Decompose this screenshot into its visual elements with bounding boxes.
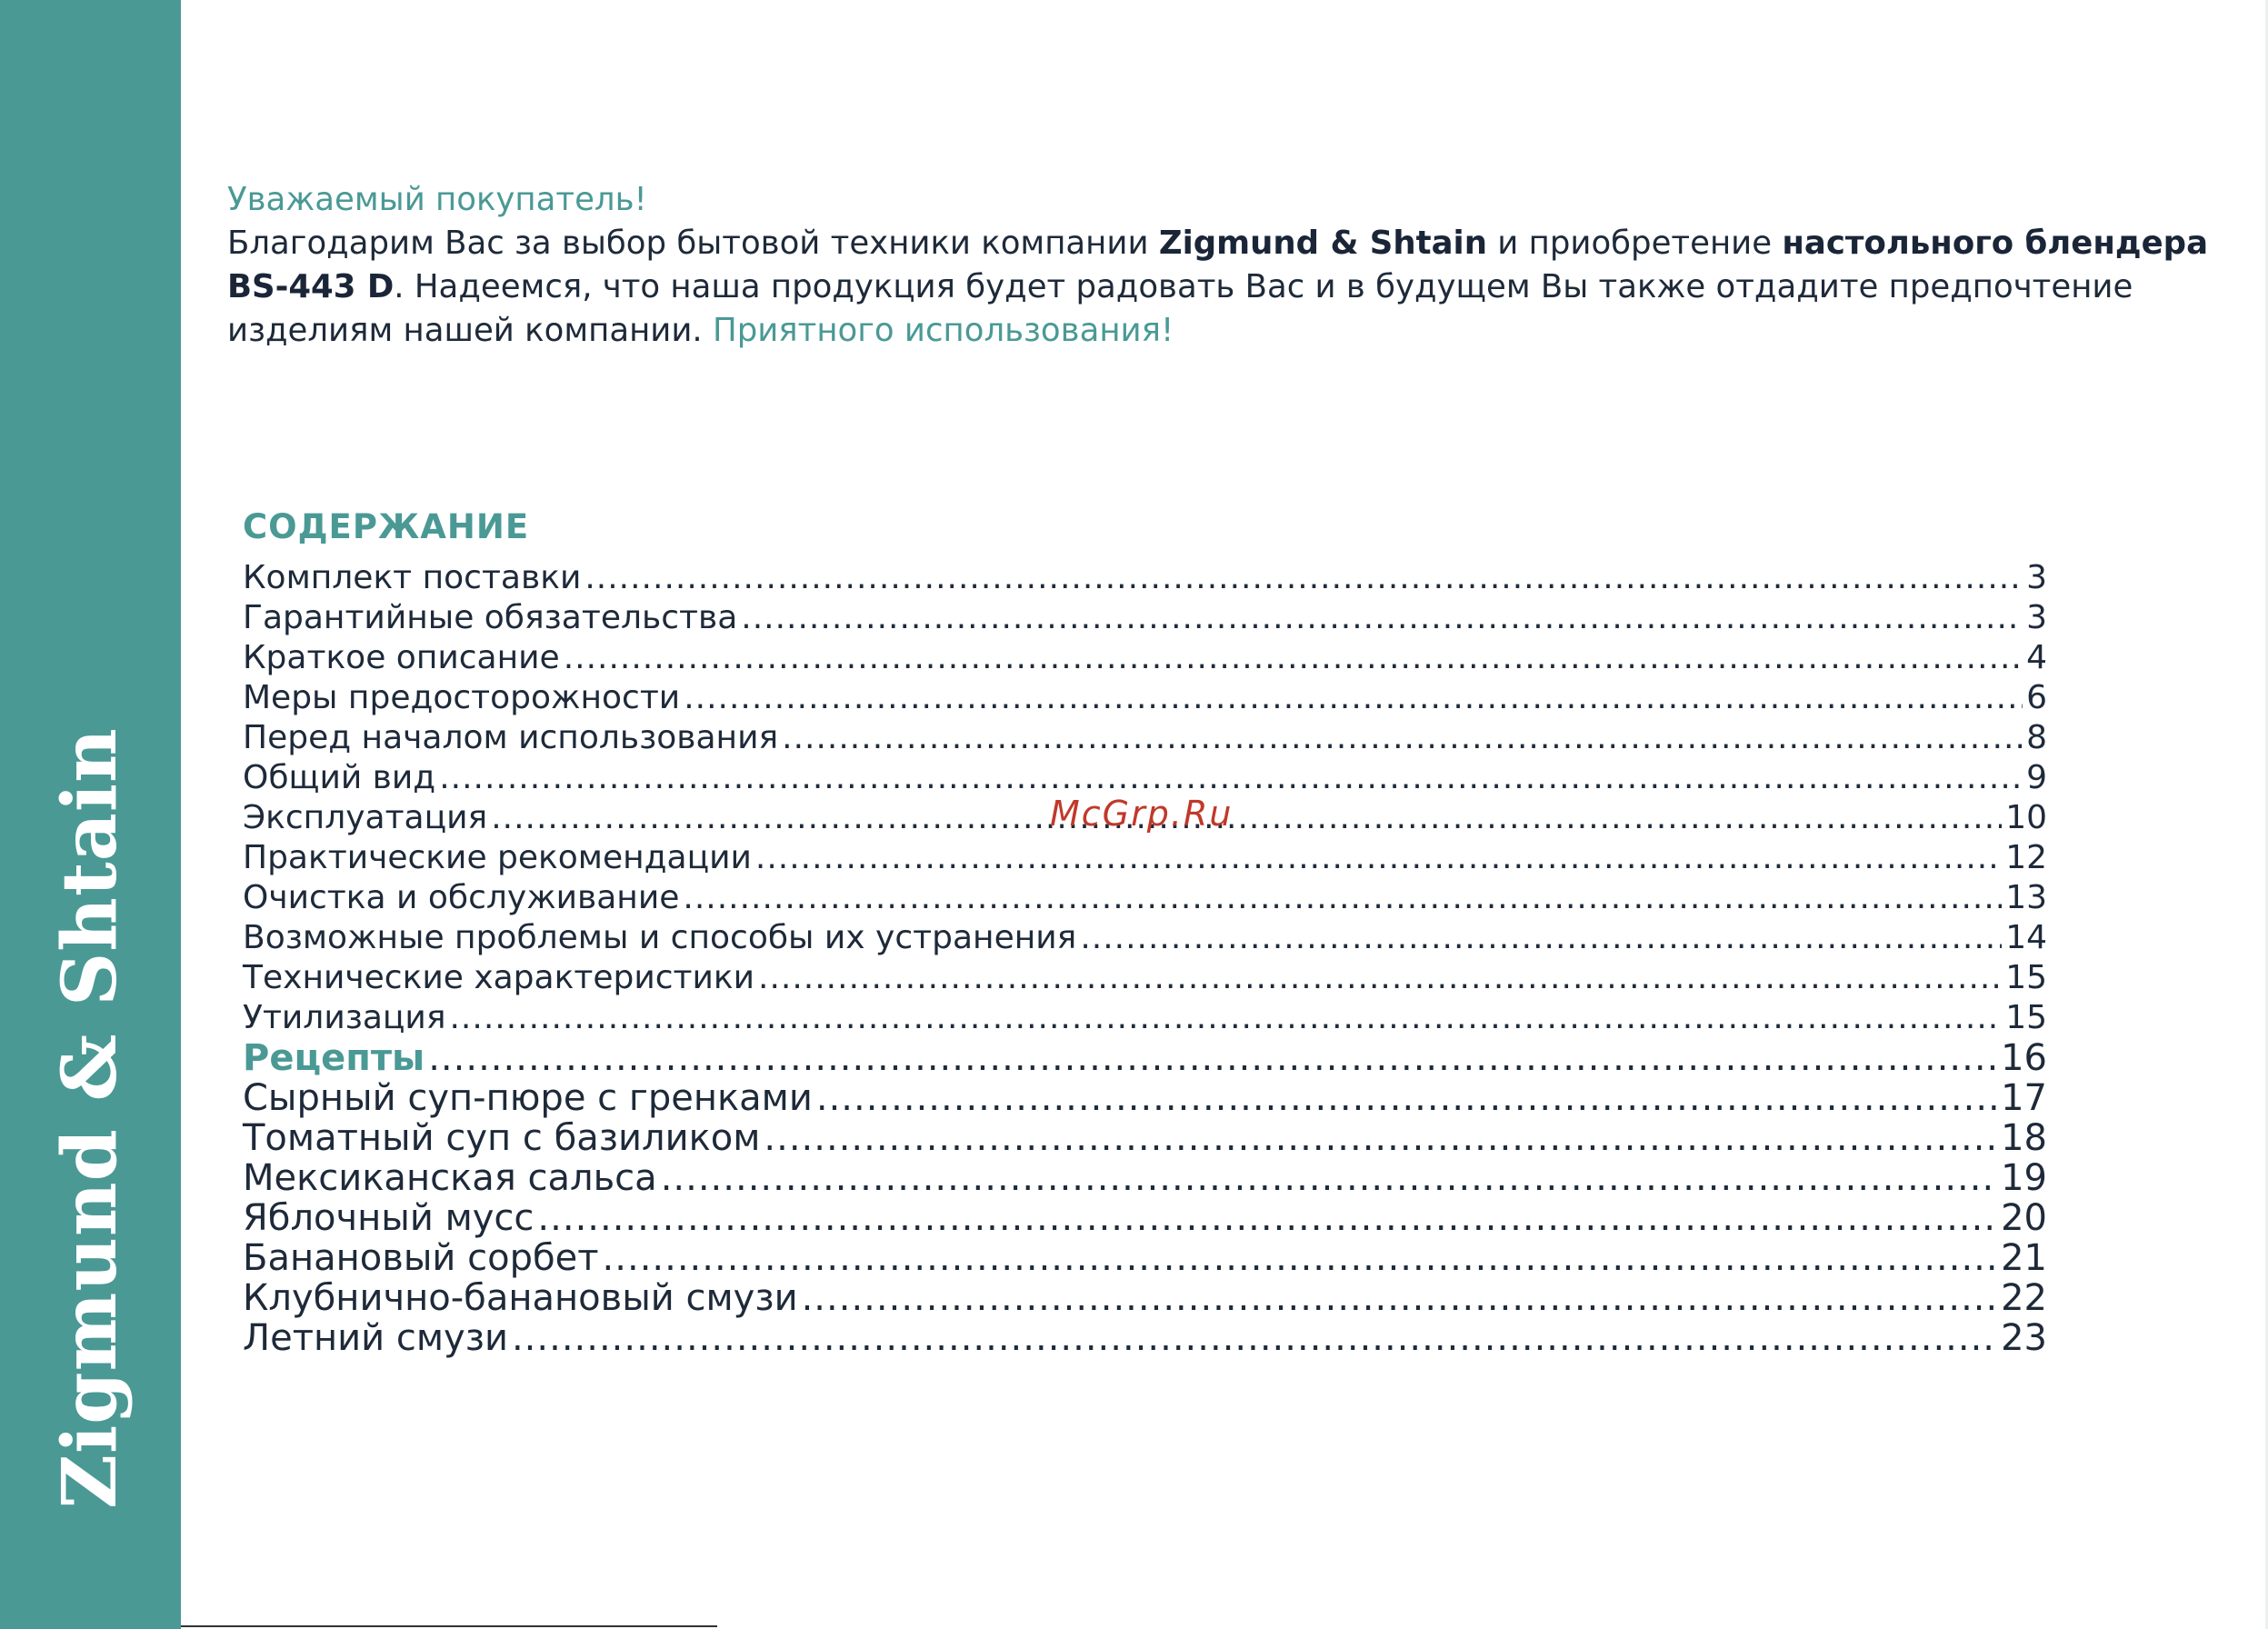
intro-text-3: . Надеемся, что наша продукция будет радовать Вас и в будущем Вы также отдадите предпочтение изделиям нашей компании. <box>227 268 2133 349</box>
toc-item-label: Комплект поставки <box>243 559 582 596</box>
toc-item-label: Технические характеристики <box>243 959 755 996</box>
toc-item-label: Клубнично-банановый смузи <box>243 1277 798 1319</box>
brand-logo: Zigmund & Shtain <box>46 727 134 1509</box>
toc-item-label: Мексиканская сальса <box>243 1157 657 1199</box>
intro-text-2: и приобретение <box>1486 225 1783 262</box>
toc-item-label: Сырный суп-пюре с гренками <box>243 1077 813 1119</box>
toc-dot-leader <box>584 558 2023 598</box>
toc-item-page: 3 <box>2026 599 2047 636</box>
toc-item[interactable] <box>243 638 2047 678</box>
toc-item-page: 20 <box>2001 1197 2047 1239</box>
toc-item-page: 15 <box>2005 999 2047 1036</box>
toc-item-page: 21 <box>2001 1237 2047 1279</box>
toc-item-page: 23 <box>2001 1317 2047 1359</box>
toc-item-page: 9 <box>2026 759 2047 796</box>
toc-dot-leader <box>683 878 2002 918</box>
toc-item-label: Яблочный мусс <box>243 1197 535 1239</box>
brand-name: Zigmund & Shtain <box>1158 225 1487 262</box>
toc-dot-leader <box>603 1238 1998 1278</box>
toc-item-label: Перед началом использования <box>243 719 779 756</box>
toc-item-page: 18 <box>2001 1117 2047 1159</box>
toc-recipe-item[interactable] <box>243 1158 2047 1198</box>
toc-item[interactable] <box>243 878 2047 918</box>
toc-dot-leader <box>439 758 2023 798</box>
toc-item-page: 10 <box>2005 799 2047 836</box>
toc-item-page: 13 <box>2005 879 2047 916</box>
bottom-rule <box>181 1625 717 1627</box>
toc-item-label: Банановый сорбет <box>243 1237 599 1279</box>
toc-item[interactable] <box>243 918 2047 958</box>
toc-item-page: 3 <box>2026 559 2047 596</box>
toc-dot-leader <box>755 838 2002 878</box>
toc-recipe-item[interactable] <box>243 1198 2047 1238</box>
toc-item[interactable] <box>243 958 2047 998</box>
toc-item-page: 17 <box>2001 1077 2047 1119</box>
toc-recipe-item[interactable] <box>243 1078 2047 1118</box>
toc-item[interactable] <box>243 678 2047 718</box>
brand-sidebar <box>0 0 181 1629</box>
toc-item[interactable] <box>243 998 2047 1038</box>
toc-item-label: Рецепты <box>243 1037 425 1079</box>
toc-item-page: 19 <box>2001 1157 2047 1199</box>
toc-item-page: 14 <box>2005 919 2047 956</box>
toc-item[interactable] <box>243 558 2047 598</box>
toc-dot-leader <box>758 958 2002 998</box>
toc-item-page: 22 <box>2001 1277 2047 1319</box>
toc-item-page: 6 <box>2026 679 2047 716</box>
toc-item-label: Возможные проблемы и способы их устранения <box>243 919 1077 956</box>
toc-item-label: Эксплуатация <box>243 799 488 836</box>
watermark: McGrp.Ru <box>1050 794 1234 834</box>
toc-item[interactable] <box>243 718 2047 758</box>
toc-title: СОДЕРЖАНИЕ <box>243 507 530 546</box>
toc-dot-leader <box>449 998 2002 1038</box>
toc-dot-leader <box>564 638 2023 678</box>
toc-dot-leader <box>661 1158 1997 1198</box>
toc-dot-leader <box>816 1078 1997 1118</box>
toc-dot-leader <box>428 1038 1997 1078</box>
toc-recipe-item[interactable] <box>243 1278 2047 1318</box>
toc-recipe-item[interactable] <box>243 1318 2047 1358</box>
toc-dot-leader <box>491 798 2002 838</box>
toc-dot-leader <box>684 678 2023 718</box>
toc-item-label: Утилизация <box>243 999 446 1036</box>
toc-recipe-item[interactable] <box>243 1238 2047 1278</box>
toc-item-label: Общий вид <box>243 759 436 796</box>
intro-text-1: Благодарим Вас за выбор бытовой техники компании <box>227 225 1159 262</box>
intro-paragraph <box>227 178 2209 353</box>
toc-dot-leader <box>764 1118 1997 1158</box>
toc-dot-leader <box>537 1198 1997 1238</box>
toc-dot-leader <box>1080 918 2002 958</box>
toc-item-page: 8 <box>2026 719 2047 756</box>
toc-dot-leader <box>802 1278 1998 1318</box>
toc-recipes-header[interactable] <box>243 1038 2047 1078</box>
closing-text: Приятного использования! <box>713 312 1174 349</box>
toc-item[interactable] <box>243 758 2047 798</box>
toc-item-page: 15 <box>2005 959 2047 996</box>
toc-item-label: Очистка и обслуживание <box>243 879 680 916</box>
toc-dot-leader <box>512 1318 1997 1358</box>
toc-item[interactable] <box>243 598 2047 638</box>
toc-item-label: Летний смузи <box>243 1317 508 1359</box>
toc-dot-leader <box>741 598 2023 638</box>
toc-item-label: Томатный суп с базиликом <box>243 1117 761 1159</box>
toc-item[interactable] <box>243 838 2047 878</box>
toc-item-page: 16 <box>2001 1037 2047 1079</box>
table-of-contents <box>243 558 2047 1358</box>
toc-item-page: 12 <box>2005 839 2047 876</box>
toc-recipe-item[interactable] <box>243 1118 2047 1158</box>
toc-item-page: 4 <box>2026 639 2047 676</box>
toc-item-label: Практические рекомендации <box>243 839 752 876</box>
product-name: настольного блендера BS-443 D <box>227 225 2209 305</box>
greeting: Уважаемый покупатель! <box>227 181 647 218</box>
toc-item-label: Краткое описание <box>243 639 560 676</box>
toc-dot-leader <box>782 718 2023 758</box>
toc-item-label: Гарантийные обязательства <box>243 599 738 636</box>
toc-item-label: Меры предосторожности <box>243 679 681 716</box>
